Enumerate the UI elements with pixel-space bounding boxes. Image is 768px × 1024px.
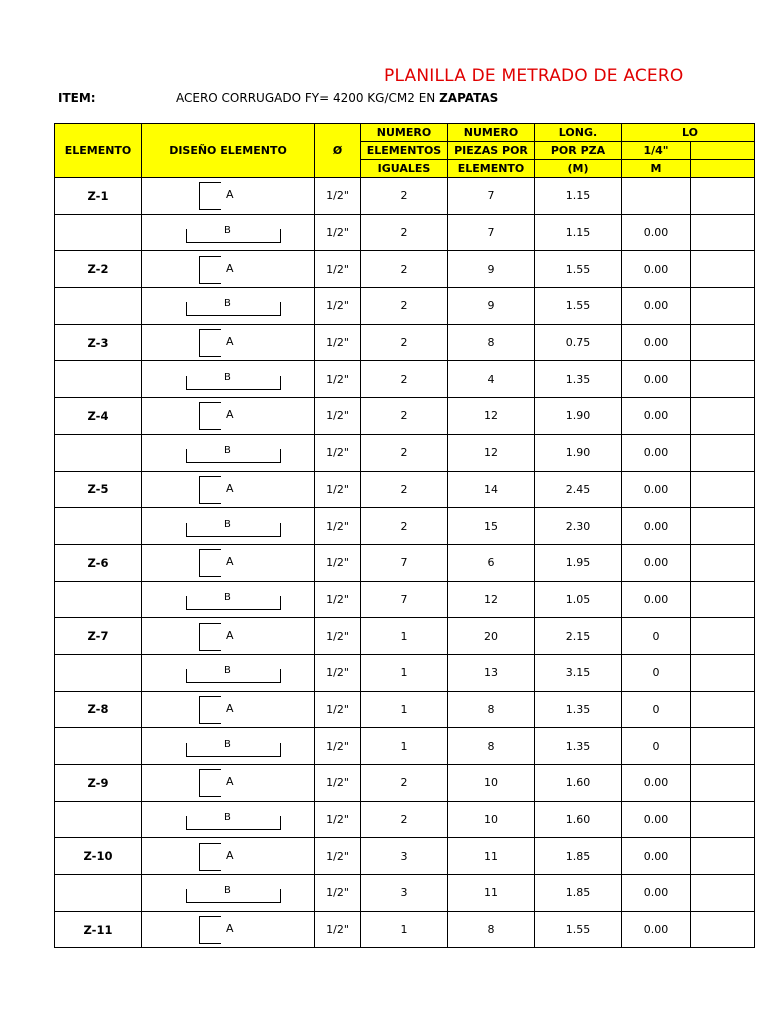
cell-long-1-4: 0: [622, 691, 691, 728]
cell-extra: [691, 251, 755, 288]
cell-numero-elementos: 1: [361, 654, 448, 691]
header-row-1: [55, 124, 755, 142]
cell-numero-elementos: 2: [361, 214, 448, 251]
cell-diseno: [142, 508, 315, 545]
cell-longitud: 2.45: [535, 471, 622, 508]
table-body: [55, 178, 755, 948]
cell-diseno: [142, 178, 315, 215]
cell-numero-piezas: 13: [448, 654, 535, 691]
table-row: [55, 691, 755, 728]
bar-shape-b: [142, 509, 314, 544]
cell-numero-piezas: 7: [448, 178, 535, 215]
shape-label: A: [226, 555, 234, 569]
cell-long-1-4: 0.00: [622, 765, 691, 802]
bar-shape-a: [142, 839, 314, 874]
bar-shape-b: [142, 582, 314, 617]
cell-extra: [691, 765, 755, 802]
cell-longitud: 1.85: [535, 838, 622, 875]
cell-diseno: [142, 434, 315, 471]
cell-extra: [691, 691, 755, 728]
cell-extra: [691, 361, 755, 398]
table-row: [55, 324, 755, 361]
cell-long-1-4: 0.00: [622, 434, 691, 471]
cell-numero-elementos: 1: [361, 618, 448, 655]
cell-elemento: [55, 288, 142, 325]
cell-diametro: 1/2": [315, 471, 361, 508]
cell-longitud: 2.30: [535, 508, 622, 545]
cell-diseno: [142, 288, 315, 325]
bar-shape-a: [142, 398, 314, 433]
cell-diseno: [142, 214, 315, 251]
cell-longitud: 1.85: [535, 875, 622, 912]
shape-label: A: [226, 775, 234, 789]
cell-diseno: [142, 544, 315, 581]
cell-longitud: 1.55: [535, 911, 622, 948]
header-long-3: (M): [535, 160, 622, 178]
cell-extra: [691, 471, 755, 508]
cell-extra: [691, 508, 755, 545]
item-label: ITEM:: [58, 91, 96, 105]
bar-shape-a: [142, 545, 314, 580]
cell-numero-piezas: 8: [448, 691, 535, 728]
header-sub-diametro: 1/4": [622, 142, 691, 160]
table-row: [55, 911, 755, 948]
cell-elemento: [55, 214, 142, 251]
cell-extra: [691, 288, 755, 325]
cell-long-1-4: 0.00: [622, 838, 691, 875]
table-row: [55, 178, 755, 215]
cell-elemento: Z-5: [55, 471, 142, 508]
header-long-1: LONG.: [535, 124, 622, 142]
cell-extra: [691, 544, 755, 581]
cell-long-1-4: 0: [622, 728, 691, 765]
cell-long-1-4: 0.00: [622, 875, 691, 912]
cell-numero-piezas: 15: [448, 508, 535, 545]
cell-numero-piezas: 8: [448, 911, 535, 948]
header-numero-piezas-1: NUMERO: [448, 124, 535, 142]
cell-diseno: [142, 875, 315, 912]
bar-shape-a: [142, 178, 314, 213]
cell-diametro: 1/2": [315, 434, 361, 471]
cell-long-1-4: 0.00: [622, 214, 691, 251]
cell-longitud: 1.90: [535, 434, 622, 471]
cell-long-1-4: 0.00: [622, 581, 691, 618]
cell-numero-piezas: 6: [448, 544, 535, 581]
header-numero-elementos-3: IGUALES: [361, 160, 448, 178]
table-row: [55, 654, 755, 691]
cell-diametro: 1/2": [315, 251, 361, 288]
cell-diametro: 1/2": [315, 691, 361, 728]
cell-numero-piezas: 7: [448, 214, 535, 251]
cell-longitud: 1.05: [535, 581, 622, 618]
table-row: [55, 728, 755, 765]
cell-numero-elementos: 2: [361, 251, 448, 288]
cell-numero-elementos: 2: [361, 471, 448, 508]
shape-label: A: [226, 408, 234, 422]
cell-diseno: [142, 581, 315, 618]
cell-numero-elementos: 1: [361, 728, 448, 765]
shape-label: B: [224, 885, 231, 897]
shape-label: B: [224, 738, 231, 750]
cell-elemento: Z-7: [55, 618, 142, 655]
cell-longitud: 2.15: [535, 618, 622, 655]
table-row: [55, 288, 755, 325]
header-diseno: DISEÑO ELEMENTO: [142, 124, 315, 178]
cell-numero-piezas: 11: [448, 838, 535, 875]
cell-extra: [691, 178, 755, 215]
table-row: [55, 508, 755, 545]
cell-diametro: 1/2": [315, 911, 361, 948]
cell-diseno: [142, 911, 315, 948]
cell-diseno: [142, 618, 315, 655]
cell-diseno: [142, 765, 315, 802]
cell-numero-elementos: 2: [361, 765, 448, 802]
bar-shape-b: [142, 288, 314, 323]
cell-elemento: [55, 508, 142, 545]
cell-numero-piezas: 20: [448, 618, 535, 655]
cell-long-1-4: 0: [622, 654, 691, 691]
cell-long-1-4: 0.00: [622, 544, 691, 581]
cell-longitud: 1.15: [535, 214, 622, 251]
cell-numero-elementos: 7: [361, 544, 448, 581]
cell-diseno: [142, 728, 315, 765]
cell-extra: [691, 654, 755, 691]
cell-longitud: 1.15: [535, 178, 622, 215]
cell-diametro: 1/2": [315, 875, 361, 912]
cell-elemento: Z-3: [55, 324, 142, 361]
cell-longitud: 1.60: [535, 765, 622, 802]
cell-long-1-4: 0.00: [622, 288, 691, 325]
cell-numero-elementos: 1: [361, 691, 448, 728]
table-row: [55, 544, 755, 581]
cell-numero-elementos: 3: [361, 875, 448, 912]
cell-diseno: [142, 691, 315, 728]
shape-label: B: [224, 665, 231, 677]
shape-label: A: [226, 701, 234, 715]
bar-shape-a: [142, 472, 314, 507]
bar-shape-a: [142, 619, 314, 654]
page-title: PLANILLA DE METRADO DE ACERO: [384, 66, 684, 86]
table-row: [55, 765, 755, 802]
bar-shape-b: [142, 362, 314, 397]
table-row: [55, 618, 755, 655]
cell-diametro: 1/2": [315, 324, 361, 361]
header-numero-elementos-1: NUMERO: [361, 124, 448, 142]
bar-shape-b: [142, 655, 314, 690]
cell-longitud: 1.35: [535, 728, 622, 765]
shape-label: B: [224, 298, 231, 310]
bar-shape-a: [142, 252, 314, 287]
header-diametro: Ø: [315, 124, 361, 178]
cell-extra: [691, 324, 755, 361]
cell-numero-elementos: 2: [361, 324, 448, 361]
cell-numero-elementos: 2: [361, 288, 448, 325]
cell-numero-elementos: 2: [361, 361, 448, 398]
cell-numero-piezas: 11: [448, 875, 535, 912]
bar-shape-a: [142, 325, 314, 360]
cell-diseno: [142, 654, 315, 691]
table-row: [55, 398, 755, 435]
cell-elemento: Z-2: [55, 251, 142, 288]
cell-diametro: 1/2": [315, 178, 361, 215]
cell-longitud: 1.95: [535, 544, 622, 581]
cell-elemento: Z-6: [55, 544, 142, 581]
cell-numero-piezas: 4: [448, 361, 535, 398]
cell-elemento: [55, 654, 142, 691]
cell-numero-piezas: 9: [448, 251, 535, 288]
table-row: [55, 801, 755, 838]
header-elemento: ELEMENTO: [55, 124, 142, 178]
cell-numero-elementos: 2: [361, 434, 448, 471]
shape-label: B: [224, 225, 231, 237]
header-sub-unit: M: [622, 160, 691, 178]
cell-long-1-4: 0.00: [622, 361, 691, 398]
cell-extra: [691, 801, 755, 838]
shape-label: A: [226, 335, 234, 349]
header-extra: [691, 142, 755, 160]
shape-label: A: [226, 848, 234, 862]
cell-elemento: Z-8: [55, 691, 142, 728]
bar-shape-b: [142, 729, 314, 764]
cell-extra: [691, 581, 755, 618]
cell-diseno: [142, 801, 315, 838]
cell-diametro: 1/2": [315, 728, 361, 765]
header-numero-piezas-3: ELEMENTO: [448, 160, 535, 178]
cell-diametro: 1/2": [315, 544, 361, 581]
cell-numero-piezas: 12: [448, 581, 535, 618]
cell-elemento: Z-1: [55, 178, 142, 215]
cell-extra: [691, 214, 755, 251]
cell-elemento: [55, 581, 142, 618]
cell-long-1-4: 0.00: [622, 471, 691, 508]
cell-extra: [691, 728, 755, 765]
metrado-sheet: [54, 123, 698, 948]
shape-label: B: [224, 812, 231, 824]
cell-elemento: [55, 801, 142, 838]
shape-label: A: [226, 922, 234, 936]
cell-extra: [691, 875, 755, 912]
cell-elemento: Z-9: [55, 765, 142, 802]
cell-longitud: 3.15: [535, 654, 622, 691]
table-row: [55, 251, 755, 288]
item-description-bold: ZAPATAS: [439, 91, 499, 105]
bar-shape-b: [142, 435, 314, 470]
cell-long-1-4: 0.00: [622, 508, 691, 545]
table-row: [55, 875, 755, 912]
cell-extra: [691, 838, 755, 875]
cell-diseno: [142, 324, 315, 361]
bar-shape-a: [142, 692, 314, 727]
cell-diametro: 1/2": [315, 618, 361, 655]
cell-diametro: 1/2": [315, 508, 361, 545]
cell-numero-piezas: 9: [448, 288, 535, 325]
cell-elemento: Z-4: [55, 398, 142, 435]
cell-numero-piezas: 10: [448, 801, 535, 838]
cell-numero-elementos: 1: [361, 911, 448, 948]
cell-long-1-4: 0.00: [622, 251, 691, 288]
cell-elemento: [55, 434, 142, 471]
table-row: [55, 581, 755, 618]
bar-shape-b: [142, 875, 314, 910]
shape-label: A: [226, 261, 234, 275]
table-row: [55, 434, 755, 471]
cell-longitud: 1.55: [535, 251, 622, 288]
cell-long-1-4: 0.00: [622, 398, 691, 435]
item-description-text: ACERO CORRUGADO FY= 4200 KG/CM2 EN: [176, 91, 436, 105]
cell-numero-piezas: 8: [448, 728, 535, 765]
cell-diametro: 1/2": [315, 765, 361, 802]
cell-diametro: 1/2": [315, 214, 361, 251]
cell-diametro: 1/2": [315, 801, 361, 838]
bar-shape-a: [142, 912, 314, 947]
cell-extra: [691, 618, 755, 655]
cell-numero-piezas: 12: [448, 434, 535, 471]
bar-shape-a: [142, 765, 314, 800]
cell-numero-piezas: 12: [448, 398, 535, 435]
cell-diseno: [142, 251, 315, 288]
cell-diametro: 1/2": [315, 581, 361, 618]
cell-numero-elementos: 2: [361, 801, 448, 838]
shape-label: B: [224, 371, 231, 383]
cell-numero-piezas: 8: [448, 324, 535, 361]
cell-extra: [691, 911, 755, 948]
cell-elemento: [55, 361, 142, 398]
cell-diametro: 1/2": [315, 398, 361, 435]
header-numero-elementos-2: ELEMENTOS: [361, 142, 448, 160]
cell-numero-elementos: 7: [361, 581, 448, 618]
bar-shape-b: [142, 215, 314, 250]
table-row: [55, 838, 755, 875]
shape-label: A: [226, 481, 234, 495]
cell-diametro: 1/2": [315, 838, 361, 875]
cell-longitud: 1.35: [535, 361, 622, 398]
shape-label: A: [226, 628, 234, 642]
cell-long-1-4: 0.00: [622, 324, 691, 361]
cell-diametro: 1/2": [315, 361, 361, 398]
cell-numero-elementos: 2: [361, 508, 448, 545]
shape-label: B: [224, 518, 231, 530]
header-long-2: POR PZA: [535, 142, 622, 160]
header-longitud-group: LO: [622, 124, 755, 142]
shape-label: B: [224, 445, 231, 457]
cell-long-1-4: 0.00: [622, 911, 691, 948]
table-row: [55, 471, 755, 508]
cell-extra: [691, 398, 755, 435]
table-row: [55, 214, 755, 251]
cell-numero-piezas: 10: [448, 765, 535, 802]
cell-numero-elementos: 3: [361, 838, 448, 875]
cell-diseno: [142, 398, 315, 435]
cell-long-1-4: [622, 178, 691, 215]
metrado-table: [54, 123, 755, 948]
cell-longitud: 1.60: [535, 801, 622, 838]
cell-numero-elementos: 2: [361, 178, 448, 215]
cell-elemento: Z-11: [55, 911, 142, 948]
cell-diseno: [142, 471, 315, 508]
cell-longitud: 1.35: [535, 691, 622, 728]
cell-elemento: [55, 875, 142, 912]
cell-elemento: [55, 728, 142, 765]
cell-numero-elementos: 2: [361, 398, 448, 435]
table-row: [55, 361, 755, 398]
cell-diseno: [142, 361, 315, 398]
cell-diametro: 1/2": [315, 654, 361, 691]
cell-long-1-4: 0.00: [622, 801, 691, 838]
cell-numero-piezas: 14: [448, 471, 535, 508]
shape-label: A: [226, 188, 234, 202]
cell-long-1-4: 0: [622, 618, 691, 655]
cell-elemento: Z-10: [55, 838, 142, 875]
cell-longitud: 1.90: [535, 398, 622, 435]
header-numero-piezas-2: PIEZAS POR: [448, 142, 535, 160]
shape-label: B: [224, 591, 231, 603]
item-description: [176, 91, 498, 105]
cell-diametro: 1/2": [315, 288, 361, 325]
header-extra-unit: [691, 160, 755, 178]
cell-longitud: 0.75: [535, 324, 622, 361]
cell-diseno: [142, 838, 315, 875]
cell-extra: [691, 434, 755, 471]
bar-shape-b: [142, 802, 314, 837]
cell-longitud: 1.55: [535, 288, 622, 325]
